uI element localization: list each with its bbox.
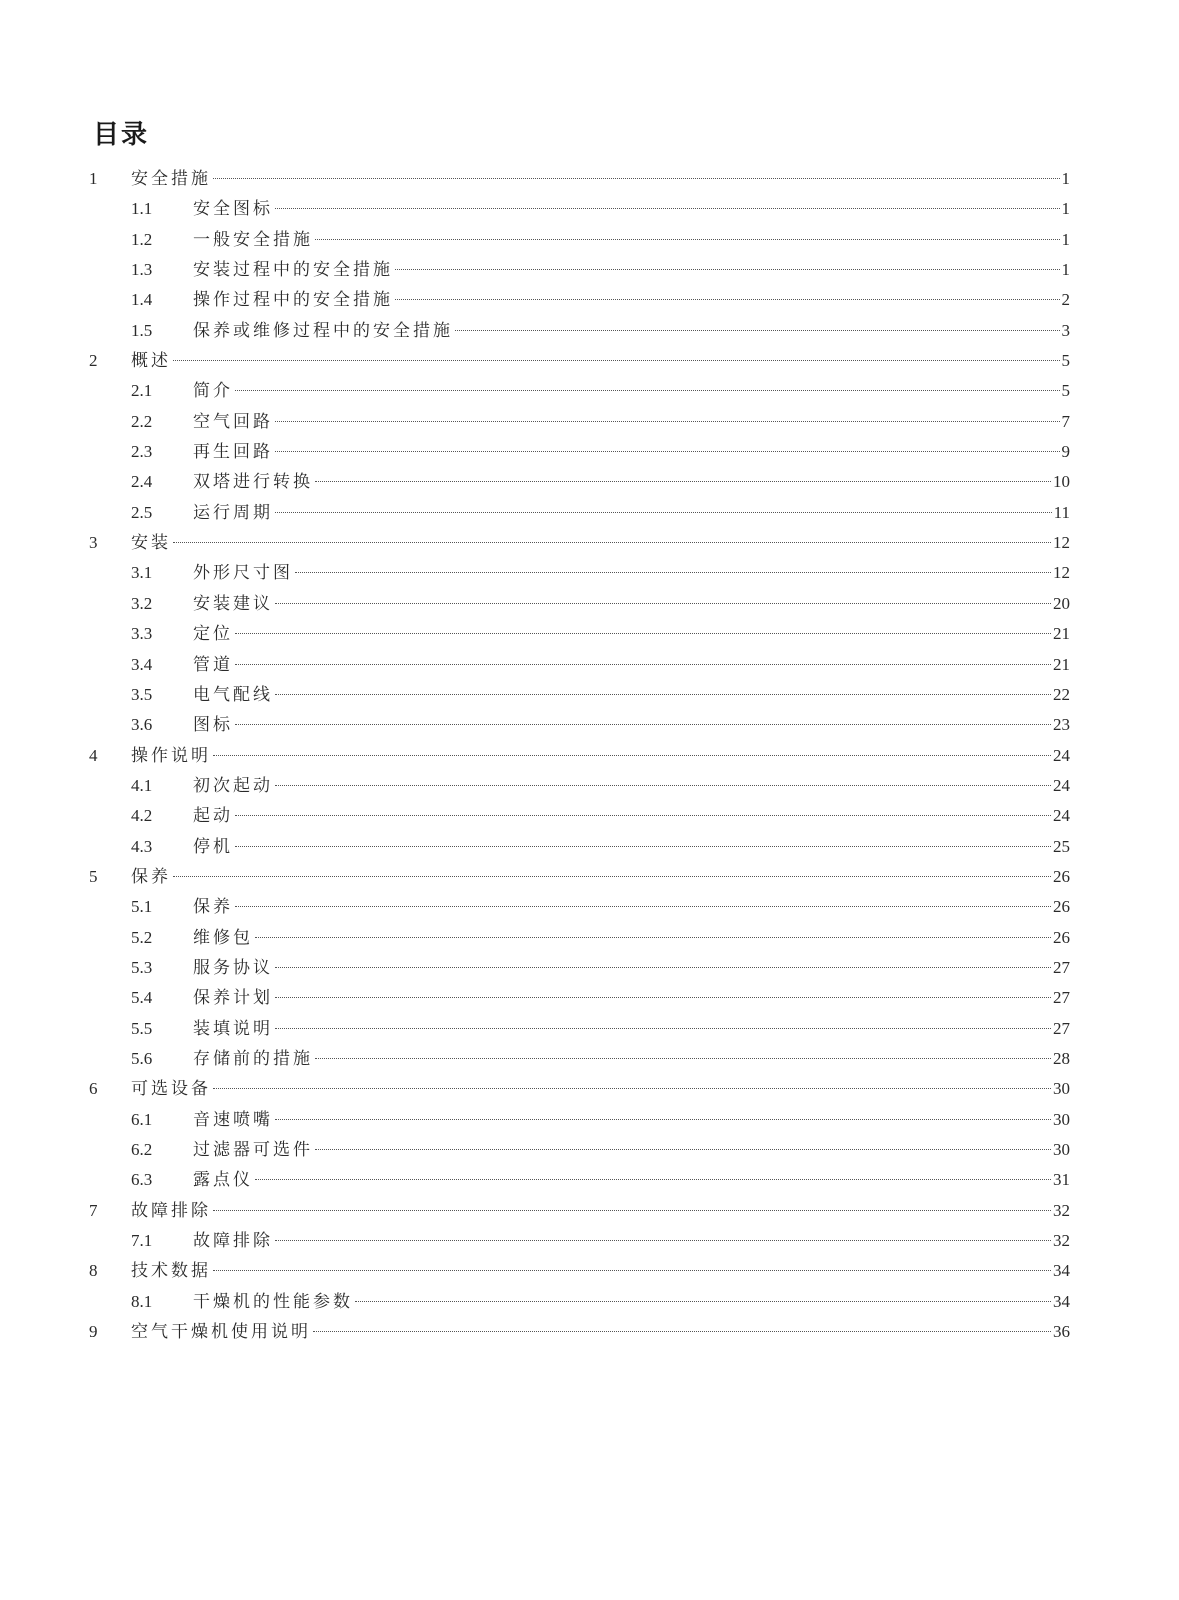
toc-entry-label: 维修包 — [193, 927, 253, 948]
toc-entry-body — [193, 1014, 1070, 1044]
toc-entry-label: 概述 — [131, 351, 171, 372]
toc-entry-label: 存储前的措施 — [193, 1048, 313, 1069]
toc-entry-number: 2.5 — [131, 502, 153, 522]
toc-entry-page-number: 28 — [1053, 1048, 1070, 1068]
toc-subentry[interactable] — [0, 558, 1179, 588]
toc-entry-number: 8 — [89, 1261, 98, 1281]
toc-entry-page-number: 20 — [1053, 593, 1070, 613]
toc-entry-number: 1.3 — [131, 260, 153, 280]
toc-entry-number: 5.4 — [131, 988, 153, 1008]
toc-entry-label: 简介 — [193, 381, 233, 402]
dot-leader — [315, 1058, 1051, 1059]
toc-entry-body — [193, 498, 1070, 528]
toc-entry-label: 安全措施 — [131, 169, 211, 189]
toc-entry-body — [193, 316, 1070, 346]
toc-entry-label: 干燥机的性能参数 — [193, 1291, 353, 1312]
toc-subentry[interactable] — [0, 1105, 1179, 1135]
dot-leader — [355, 1301, 1051, 1302]
toc-entry-body — [193, 710, 1070, 740]
toc-entry-page-number: 36 — [1053, 1322, 1070, 1342]
toc-entry-number: 2.3 — [131, 442, 153, 462]
toc-entry-number: 5.6 — [131, 1048, 153, 1068]
toc-entry-body — [193, 953, 1070, 983]
toc-entry-number: 7.1 — [131, 1231, 153, 1251]
toc-entry-label: 安装 — [131, 533, 171, 554]
toc-entry-page-number: 27 — [1053, 1018, 1070, 1038]
dot-leader — [455, 330, 1060, 331]
toc-entry-number: 4.1 — [131, 775, 153, 795]
toc-subentry[interactable] — [0, 194, 1179, 224]
toc-entry-label: 保养或维修过程中的安全措施 — [193, 320, 453, 341]
toc-entry-label: 起动 — [193, 806, 233, 827]
toc-subentry[interactable] — [0, 255, 1179, 285]
toc-entry-label: 可选设备 — [131, 1079, 211, 1100]
toc-entry-body — [193, 1105, 1070, 1135]
toc-entry-body — [193, 923, 1070, 953]
toc-subentry[interactable] — [0, 983, 1179, 1013]
toc-entry-label: 电气配线 — [193, 684, 273, 705]
toc-subentry[interactable] — [0, 710, 1179, 740]
toc-entry-body — [131, 164, 1070, 194]
toc-entry-label: 外形尺寸图 — [193, 563, 293, 584]
toc-entry-page-number: 24 — [1053, 806, 1070, 826]
toc-entry-number: 1.1 — [131, 199, 153, 219]
toc-entry-page-number: 31 — [1053, 1170, 1070, 1190]
toc-entry-number: 1.2 — [131, 229, 153, 249]
toc-subentry[interactable] — [0, 1044, 1179, 1074]
toc-entry-page-number: 22 — [1053, 684, 1070, 704]
dot-leader — [213, 1088, 1051, 1089]
toc-entry-page-number: 27 — [1053, 957, 1070, 977]
toc-entry-label: 定位 — [193, 624, 233, 645]
toc-entry-number: 1.5 — [131, 320, 153, 340]
toc-subentry[interactable] — [0, 1226, 1179, 1256]
toc-entry-label: 安全图标 — [193, 199, 273, 220]
toc-entry-label: 过滤器可选件 — [193, 1140, 313, 1160]
toc-entry-label: 操作说明 — [131, 745, 211, 766]
toc-entry-label: 操作过程中的安全措施 — [193, 290, 393, 311]
toc-entry-body — [193, 1165, 1070, 1195]
toc-entry-body — [193, 285, 1070, 315]
toc-entry-label: 技术数据 — [131, 1261, 211, 1282]
toc-entry-body — [131, 1256, 1070, 1286]
dot-leader — [313, 1331, 1051, 1332]
toc-entry-label: 双塔进行转换 — [193, 472, 313, 493]
toc-subentry[interactable] — [0, 376, 1179, 406]
toc-entry-body — [131, 862, 1070, 892]
toc-entry-body — [193, 1226, 1070, 1256]
toc-entry-page-number: 12 — [1053, 533, 1070, 553]
toc-subentry[interactable] — [0, 498, 1179, 528]
dot-leader — [213, 755, 1051, 756]
toc-entry-page-number: 21 — [1053, 624, 1070, 644]
toc-entry-number: 7 — [89, 1200, 98, 1220]
toc-entry-body — [193, 983, 1070, 1013]
toc-entry-body — [193, 1287, 1070, 1317]
toc-entry-page-number: 23 — [1053, 715, 1070, 735]
toc-subentry[interactable] — [0, 1014, 1179, 1044]
dot-leader — [213, 178, 1060, 179]
toc-entry-number: 3.3 — [131, 624, 153, 644]
toc-entry-page-number: 30 — [1053, 1140, 1070, 1159]
toc-entry[interactable] — [0, 346, 1179, 376]
toc-entry[interactable] — [0, 164, 1179, 194]
toc-entry[interactable] — [0, 741, 1179, 771]
toc-entry-label: 故障排除 — [193, 1231, 273, 1252]
toc-entry-body — [131, 1317, 1070, 1347]
toc-entry-page-number: 3 — [1061, 320, 1070, 340]
dot-leader — [395, 299, 1060, 300]
toc-entry-body — [193, 225, 1070, 255]
toc-entry-number: 5.5 — [131, 1018, 153, 1038]
toc-subentry[interactable] — [0, 832, 1179, 862]
toc-subentry[interactable] — [0, 801, 1179, 831]
toc-entry-label: 露点仪 — [193, 1170, 253, 1191]
toc-entry-body — [193, 1044, 1070, 1074]
toc-entry-label: 服务协议 — [193, 957, 273, 978]
toc-entry-number: 5.3 — [131, 957, 153, 977]
dot-leader — [275, 694, 1051, 695]
toc-entry-label: 音速喷嘴 — [193, 1109, 273, 1130]
toc-subentry[interactable] — [0, 467, 1179, 497]
toc-entry-number: 6 — [89, 1079, 98, 1099]
toc-entry-number: 3.5 — [131, 684, 153, 704]
toc-entry-page-number: 27 — [1053, 988, 1070, 1008]
toc-entry[interactable] — [0, 1256, 1179, 1286]
toc-entry-label: 空气回路 — [193, 411, 273, 432]
dot-leader — [275, 785, 1051, 786]
toc-entry-page-number: 34 — [1053, 1261, 1070, 1281]
toc-entry-number: 2.2 — [131, 411, 153, 431]
toc-entry-number: 4.3 — [131, 836, 153, 856]
toc-entry[interactable] — [0, 1074, 1179, 1104]
toc-subentry[interactable] — [0, 1135, 1179, 1165]
page-title: 目录 — [93, 120, 150, 150]
toc-entry-body — [193, 619, 1070, 649]
toc-entry-label: 安装建议 — [193, 593, 273, 614]
dot-leader — [315, 1149, 1051, 1150]
toc-entry-page-number: 1 — [1061, 260, 1070, 280]
toc-entry-number: 5 — [89, 866, 98, 886]
toc-entry-body — [193, 376, 1070, 406]
toc-entry-page-number: 24 — [1053, 745, 1070, 765]
toc-entry-page-number: 24 — [1053, 775, 1070, 795]
toc-entry-label: 图标 — [193, 715, 233, 736]
toc-subentry[interactable] — [0, 285, 1179, 315]
toc-subentry[interactable] — [0, 437, 1179, 467]
toc-entry-body — [193, 437, 1070, 467]
toc-subentry[interactable] — [0, 650, 1179, 680]
toc-entry-body — [193, 832, 1070, 862]
toc-subentry[interactable] — [0, 316, 1179, 346]
toc-entry-body — [131, 346, 1070, 376]
toc-entry-number: 1 — [89, 169, 98, 188]
toc-subentry[interactable] — [0, 1287, 1179, 1317]
toc-entry-body — [193, 407, 1070, 437]
toc-entry-number: 3.1 — [131, 563, 153, 583]
toc-subentry[interactable] — [0, 1165, 1179, 1195]
dot-leader — [275, 967, 1051, 968]
toc-entry-number: 8.1 — [131, 1291, 153, 1311]
toc-entry-page-number: 12 — [1053, 563, 1070, 583]
toc-entry-label: 停机 — [193, 836, 233, 857]
toc-entry-body — [193, 650, 1070, 680]
dot-leader — [235, 390, 1060, 391]
toc-entry-page-number: 9 — [1061, 442, 1070, 462]
toc-entry-label: 初次起动 — [193, 775, 273, 796]
toc-entry-body — [131, 1074, 1070, 1104]
toc-entry-body — [193, 892, 1070, 922]
toc-entry-page-number: 1 — [1061, 199, 1070, 219]
toc-entry-body — [193, 801, 1070, 831]
toc-entry-number: 6.2 — [131, 1140, 153, 1159]
toc-entry-page-number: 32 — [1053, 1200, 1070, 1220]
toc-subentry[interactable] — [0, 407, 1179, 437]
toc-entry-page-number: 1 — [1061, 229, 1070, 249]
dot-leader — [235, 815, 1051, 816]
dot-leader — [235, 664, 1051, 665]
dot-leader — [275, 603, 1051, 604]
toc-entry-number: 3 — [89, 533, 98, 553]
dot-leader — [315, 481, 1051, 482]
toc-entry[interactable] — [0, 528, 1179, 558]
toc-entry-body — [131, 741, 1070, 771]
toc-entry-number: 4.2 — [131, 806, 153, 826]
toc-entry-label: 安装过程中的安全措施 — [193, 260, 393, 281]
toc-entry-body — [193, 589, 1070, 619]
toc-entry-number: 2.1 — [131, 381, 153, 401]
dot-leader — [173, 360, 1060, 361]
toc-entry-page-number: 11 — [1053, 502, 1070, 522]
toc-entry[interactable] — [0, 1196, 1179, 1226]
toc-entry-number: 4 — [89, 745, 98, 765]
toc-entry-label: 保养计划 — [193, 988, 273, 1009]
toc-subentry[interactable] — [0, 680, 1179, 710]
toc-entry-number: 1.4 — [131, 290, 153, 310]
toc-entry-label: 装填说明 — [193, 1018, 273, 1039]
toc-entry-number: 6.3 — [131, 1170, 153, 1190]
toc-subentry[interactable] — [0, 619, 1179, 649]
toc-subentry[interactable] — [0, 923, 1179, 953]
dot-leader — [173, 876, 1051, 877]
dot-leader — [173, 542, 1051, 543]
dot-leader — [213, 1210, 1051, 1211]
toc-entry-page-number: 2 — [1061, 290, 1070, 310]
toc-entry-page-number: 5 — [1061, 351, 1070, 371]
toc-entry-label: 保养 — [193, 897, 233, 918]
toc-entry-body — [193, 771, 1070, 801]
toc-entry-body — [193, 467, 1070, 497]
dot-leader — [235, 846, 1051, 847]
dot-leader — [275, 512, 1052, 513]
toc-subentry[interactable] — [0, 953, 1179, 983]
toc-entry-page-number: 7 — [1061, 411, 1070, 431]
dot-leader — [275, 1028, 1051, 1029]
toc-entry-page-number: 26 — [1053, 927, 1070, 947]
toc-entry-number: 5.1 — [131, 897, 153, 917]
dot-leader — [275, 451, 1060, 452]
toc-entry-number: 3.6 — [131, 715, 153, 735]
toc-entry-label: 空气干燥机使用说明 — [131, 1322, 311, 1343]
dot-leader — [275, 421, 1060, 422]
toc-entry-number: 2 — [89, 351, 98, 371]
toc-entry-number: 3.2 — [131, 593, 153, 613]
toc-entry-label: 管道 — [193, 654, 233, 675]
toc-entry-page-number: 32 — [1053, 1231, 1070, 1251]
toc-entry-body — [193, 680, 1070, 710]
toc-entry-page-number: 1 — [1061, 169, 1070, 188]
toc-entry-page-number: 26 — [1053, 866, 1070, 886]
toc-entry-number: 2.4 — [131, 472, 153, 492]
toc-subentry[interactable] — [0, 225, 1179, 255]
toc-entry-number: 5.2 — [131, 927, 153, 947]
toc-entry-page-number: 25 — [1053, 836, 1070, 856]
toc-subentry[interactable] — [0, 771, 1179, 801]
toc-entry-page-number: 5 — [1061, 381, 1070, 401]
dot-leader — [213, 1270, 1051, 1271]
toc-entry-page-number: 10 — [1053, 472, 1070, 492]
dot-leader — [315, 239, 1060, 240]
toc-entry-body — [193, 558, 1070, 588]
dot-leader — [295, 572, 1051, 573]
toc-entry-label: 故障排除 — [131, 1200, 211, 1221]
toc-entry-label: 一般安全措施 — [193, 229, 313, 250]
toc-entry-page-number: 21 — [1053, 654, 1070, 674]
toc-list — [0, 164, 1179, 1347]
toc-entry-page-number: 34 — [1053, 1291, 1070, 1311]
dot-leader — [395, 269, 1060, 270]
toc-entry-body — [131, 528, 1070, 558]
toc-entry-label: 运行周期 — [193, 502, 273, 523]
toc-entry-label: 再生回路 — [193, 442, 273, 463]
toc-entry-page-number: 30 — [1053, 1079, 1070, 1099]
toc-entry-number: 9 — [89, 1322, 98, 1342]
toc-entry[interactable] — [0, 1317, 1179, 1347]
dot-leader — [235, 724, 1051, 725]
dot-leader — [255, 937, 1051, 938]
dot-leader — [275, 1240, 1051, 1241]
dot-leader — [255, 1179, 1051, 1180]
toc-entry-body — [131, 1196, 1070, 1226]
toc-subentry[interactable] — [0, 589, 1179, 619]
toc-entry-number: 6.1 — [131, 1109, 153, 1129]
dot-leader — [275, 1119, 1051, 1120]
toc-entry-body — [193, 255, 1070, 285]
toc-entry-page-number: 30 — [1053, 1109, 1070, 1129]
toc-entry-body — [193, 194, 1070, 224]
dot-leader — [275, 997, 1051, 998]
toc-entry-label: 保养 — [131, 866, 171, 887]
dot-leader — [235, 906, 1051, 907]
dot-leader — [275, 208, 1060, 209]
toc-entry[interactable] — [0, 862, 1179, 892]
toc-entry-page-number: 26 — [1053, 897, 1070, 917]
toc-subentry[interactable] — [0, 892, 1179, 922]
dot-leader — [235, 633, 1051, 634]
toc-entry-body — [193, 1135, 1070, 1165]
toc-entry-number: 3.4 — [131, 654, 153, 674]
